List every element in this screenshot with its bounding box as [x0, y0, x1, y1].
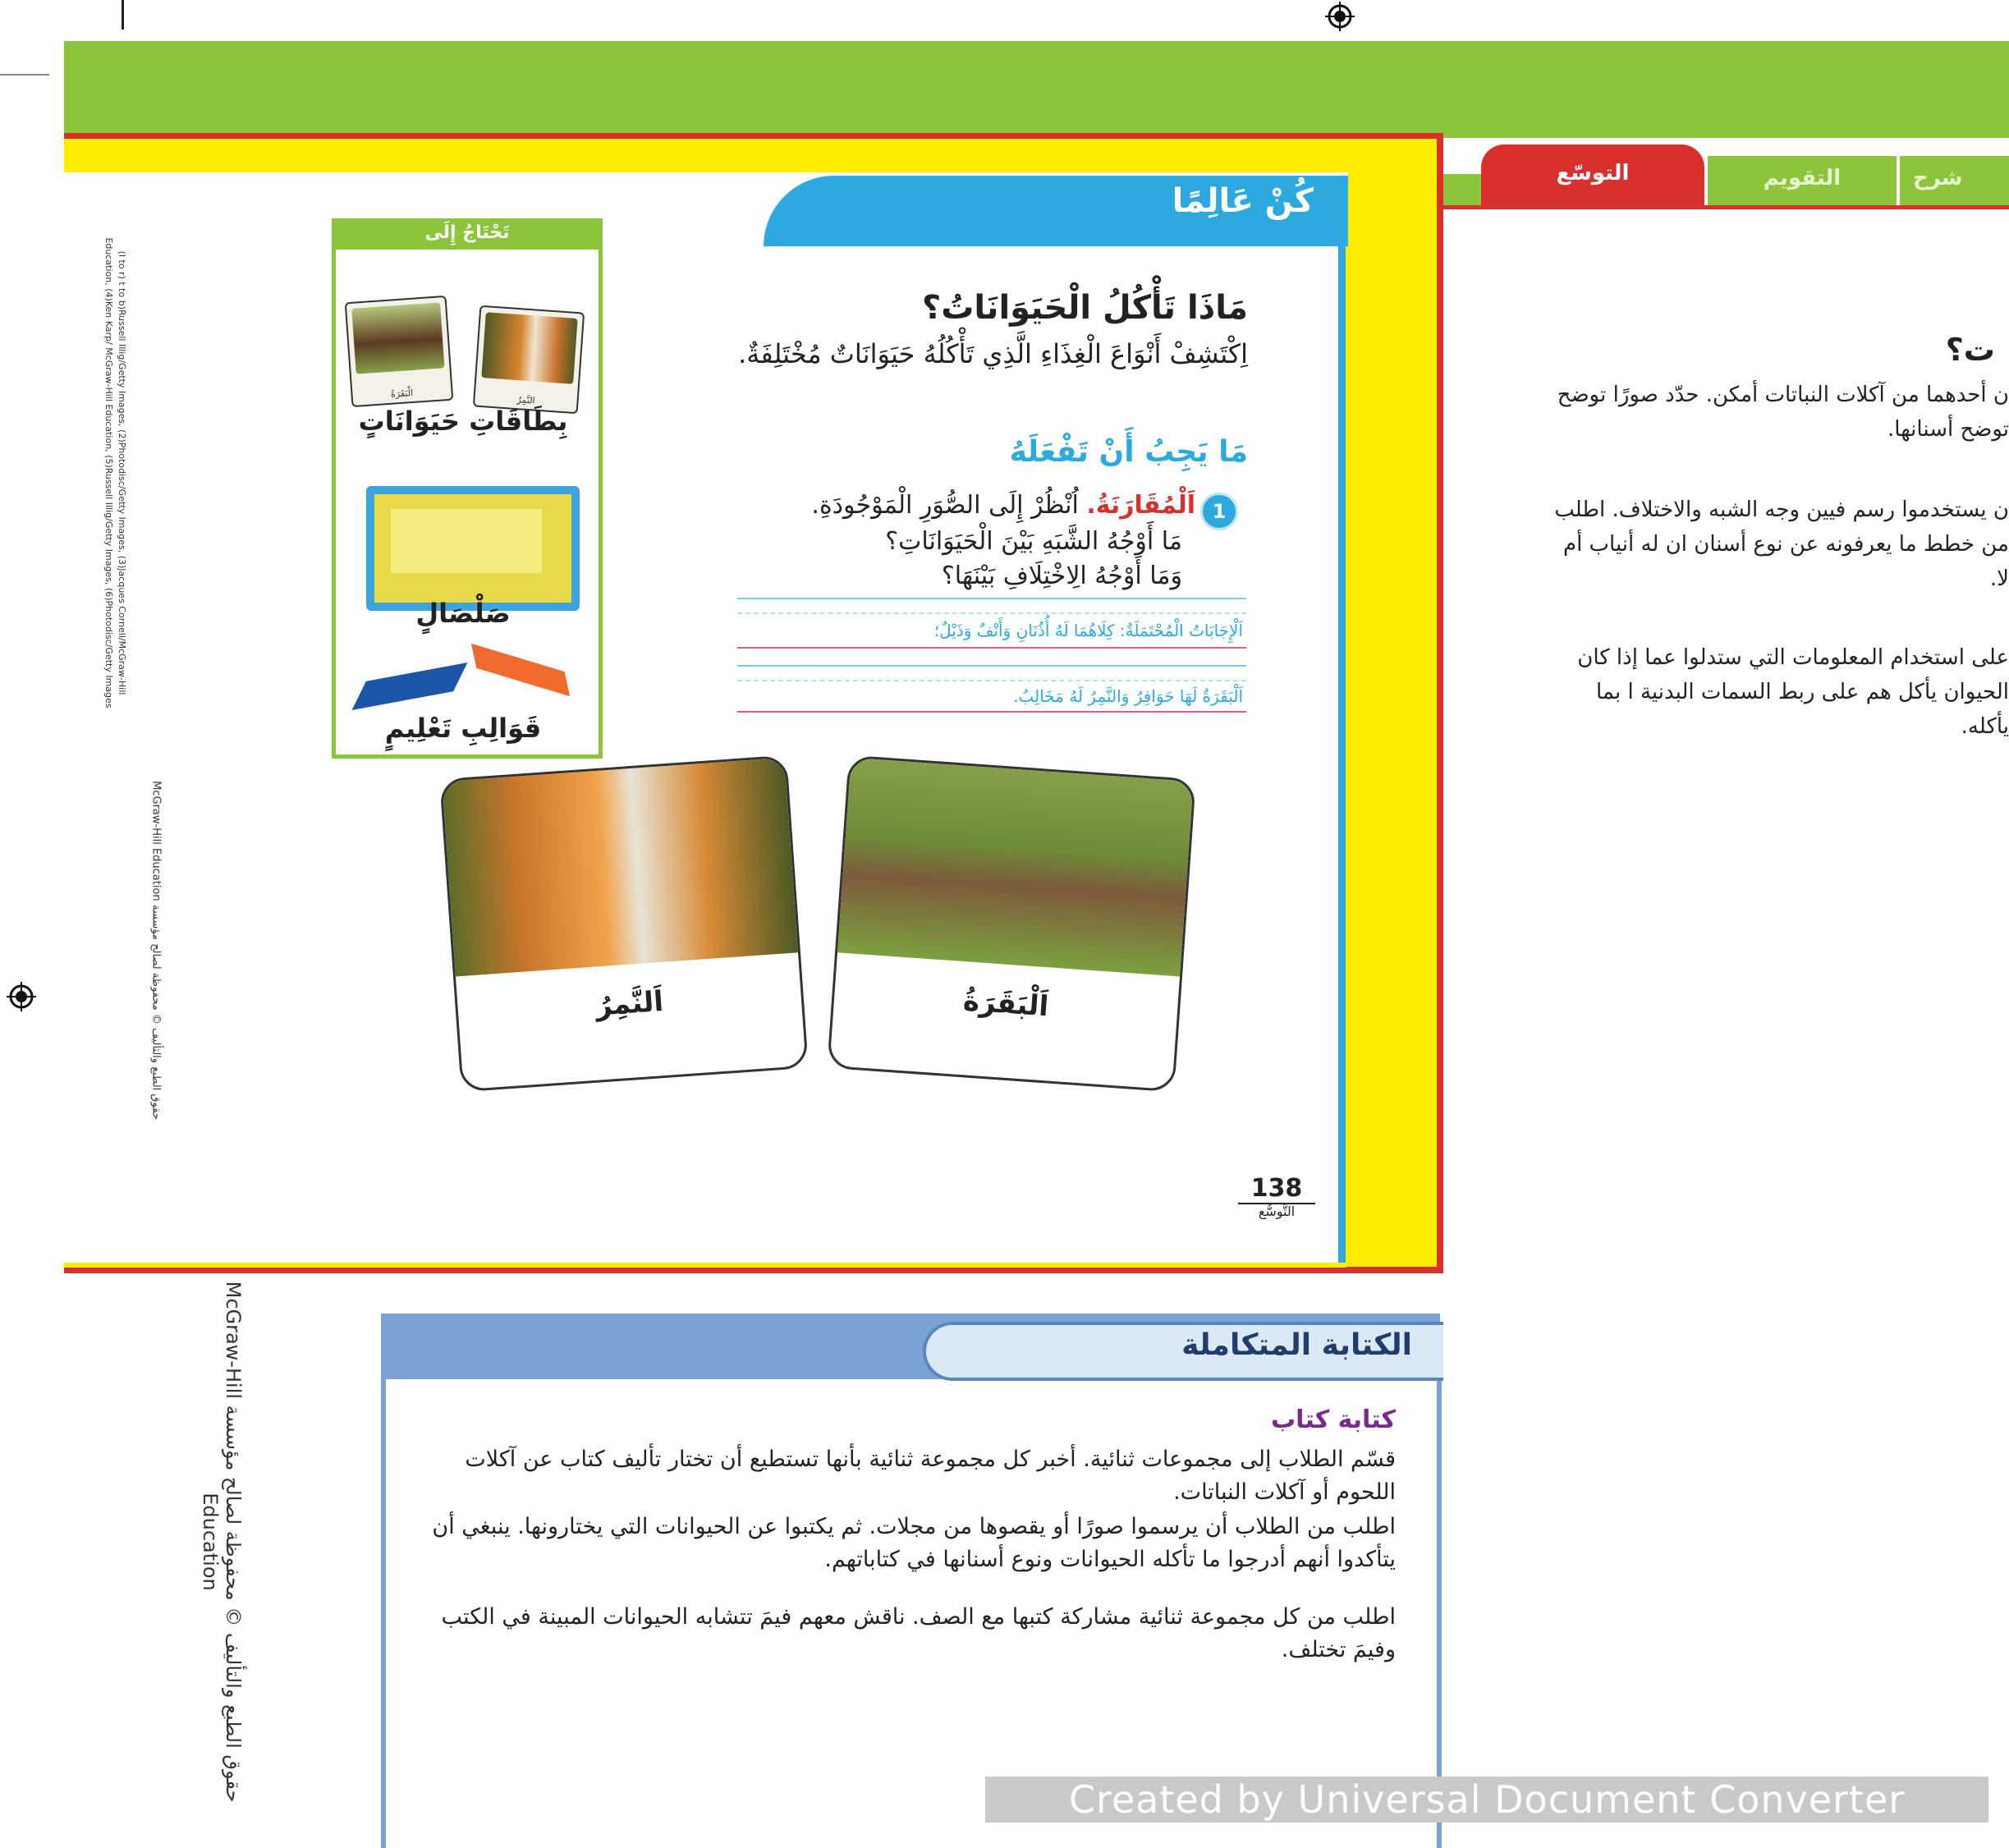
tab-underline [1442, 205, 2009, 209]
answer-text: اَلْإِجَابَاتُ الْمُحْتَمَلَةُ: كِلَاهُمَا لَهُ أُذُنَانِ وَأَنْفٌ وَذَيْلٌ؛ [933, 621, 1243, 640]
answer-line [737, 612, 1246, 614]
material-tiles: قَوَالِبِ تَعْلِيمٍ [384, 713, 542, 744]
mini-cow-card [345, 296, 454, 407]
tiger-image [442, 758, 798, 977]
answer-line [737, 665, 1246, 667]
page-section-label: التَّوسُّع [1258, 1204, 1296, 1219]
tab-evaluate[interactable]: التقويم [1708, 156, 1897, 207]
clay-image [391, 509, 542, 573]
step-text: مَا أَوْجُهُ الشَّبَهِ بَيْنَ الْحَيَوَانَاتِ؟ [885, 527, 1182, 556]
cow-label: اَلْبَقَرَةُ [961, 984, 1050, 1024]
inset-border [1437, 133, 1443, 1273]
page-edge [64, 1263, 1346, 1268]
teacher-paragraph: ن أحدهما من آكلات النباتات أمكن. حدّد صورًا توضح توضح أسنانها. [1557, 383, 2009, 442]
answer-text: اَلْبَقَرَةُ لَهَا حَوَافِرُ وَالنَّمِرُ لَهُ مَخَالِبُ. [1013, 686, 1243, 706]
answer-line [737, 598, 1246, 599]
step-instruction: اُنْظُرْ إِلَى الصُّوَرِ الْمَوْجُودَةِ. [811, 491, 1087, 520]
tiger-label: اَلنَّمِرُ [594, 984, 665, 1023]
writing-title: الكتابة المتكاملة [1181, 1328, 1412, 1362]
teacher-question: ت؟ [1945, 332, 1995, 368]
inset-border [64, 1267, 1443, 1273]
tab-explain[interactable]: شرح [1900, 156, 2009, 207]
answer-line [737, 680, 1246, 681]
registration-mark-icon [7, 982, 36, 1011]
activity-explore: اِكْتَشِفْ أَنْوَاعَ الْغِذَاءِ الَّذِي تَأْكُلُهُ حَيَوَانَاتٌ مُخْتَلِفَةٌ. [738, 338, 1248, 369]
step-number-badge: 1 [1200, 493, 1238, 530]
tiger-card [439, 755, 809, 1093]
inset-border [64, 133, 1443, 139]
teacher-paragraph: على استخدام المعلومات التي ستدلوا عما إذا كان الحيوان يأكل هم على ربط السمات البدنية ا بما يأكله. [1577, 645, 2009, 739]
tab-strip [1442, 174, 1481, 209]
mini-card-label: الْبَقَرَةُ [390, 387, 414, 400]
answer-line [737, 711, 1246, 713]
header-band [64, 41, 2009, 138]
writing-subtitle: كتابة كتاب [1271, 1405, 1396, 1434]
writing-paragraph: قسّم الطلاب إلى مجموعات ثنائية. أخبر كل مجموعة ثنائية بأنها تستطيع أن تختار تأليف كتاب عن آكلات اللحوم أو آكلات النباتات. [465, 1447, 1396, 1505]
tiger-image [481, 312, 577, 384]
material-animal-cards: بِطَاقَاتِ حَيَوَانَاتٍ [358, 406, 568, 437]
writing-paragraph: اطلب من كل مجموعة ثنائية مشاركة كتبها مع الصف. ناقش معهم فيمَ تتشابه الحيوانات المبينة في الكتب وفيمَ تختلف. [441, 1604, 1396, 1662]
procedure-heading: مَا يَجِبُ أَنْ تَفْعَلَهُ [1009, 435, 1248, 469]
materials-header: تَحْتَاجُ إِلَى [332, 218, 603, 250]
cow-card [827, 755, 1196, 1093]
writing-paragraph: اطلب من الطلاب أن يرسموا صورًا أو يقصوها من مجلات. ثم يكتبوا عن الحيوانات التي يختارونها. ينبغي أن يتأكدوا أنهم أدرجوا ما تأكله الحيوانات ونوع أسنانها في كتاباتهم. [432, 1514, 1396, 1572]
watermark: Created by Universal Document Converter [985, 1777, 1988, 1823]
copyright-text: حقوق الطبع والتأليف © محفوظة لصالح مؤسسة McGraw-Hill Education [199, 1281, 245, 1803]
banner-title: كُنْ عَالِمًا [1172, 182, 1314, 220]
mini-card-label: النَّمِرُ [516, 394, 536, 406]
registration-mark-icon [1325, 2, 1355, 31]
crop-mark [122, 0, 124, 30]
cow-image [351, 302, 444, 374]
cow-image [837, 758, 1194, 977]
crop-mark [0, 74, 49, 76]
activity-question: مَاذَا تَأْكُلُ الْحَيَوَانَاتُ؟ [922, 289, 1248, 327]
mini-tiger-card [473, 305, 585, 415]
step-text [657, 491, 1195, 520]
answer-line [737, 647, 1246, 649]
step-keyword: اَلْمُقَارَنَةُ. [1086, 491, 1195, 520]
step-text: وَمَا أَوْجُهُ الِاخْتِلَافِ بَيْنَهَا؟ [941, 562, 1182, 590]
copyright-text: حقوق الطبع والتأليف © محفوظة لصالح مؤسسة McGraw-Hill Education [149, 781, 163, 1120]
page-edge [1338, 172, 1346, 1266]
photo-credits: (l to r) t to b)Russell Illig/Getty Images, (2)Photodisc/Getty Images, (3)Jacques Cornell/McGraw-Hill Education, (4)Ken Karp/ McGraw-Hill Education, (5)Russell Illig/Getty Images, (6)Photodisc/Getty Images [103, 237, 127, 708]
page-number: 138 [1238, 1174, 1315, 1204]
teacher-paragraph: ن يستخدموا رسم فيين وجه الشبه والاختلاف. اطلب من خطط ما يعرفونه عن نوع أسنان ان له أنياب أم لا. [1554, 498, 2009, 591]
material-clay: صَلْصَالٍ [415, 598, 511, 629]
tab-extend[interactable]: التوسّع [1481, 144, 1704, 209]
